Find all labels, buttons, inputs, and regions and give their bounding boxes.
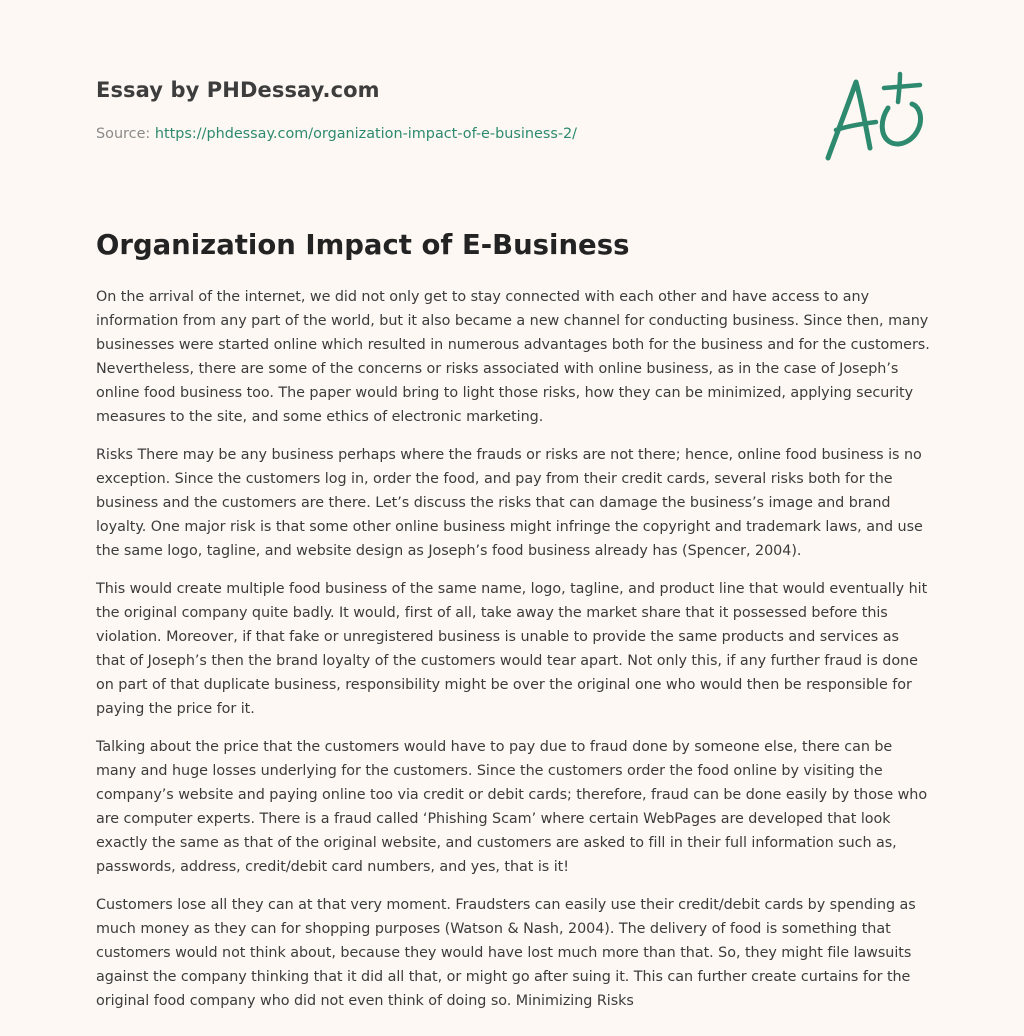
essay-paragraph: Customers lose all they can at that very moment. Fraudsters can easily use their credit/debit cards by spending as much money as they can for shopping purposes (Watson & Nash, 2004). The delivery of food is something that customers would not think about, because they would have lost much more than that. So, they might file lawsuits against the company thinking that it did all that, or might go after suing it. This can further create curtains for the original food company who did not even think of doing so. Minimizing Risks: [96, 897, 916, 1009]
essay-paragraph: On the arrival of the internet, we did not only get to stay connected with each other and have access to any information from any part of the world, but it also became a new channel for conducting business. Since then, many businesses were started online which resulted in numerous advantages both for the business and for the customers. Nevertheless, there are some of the concerns or risks associated with online business, as in the case of Joseph’s online food business too. The paper would bring to light those risks, how they can be minimized, applying security measures to the site, and some ethics of electronic marketing.: [96, 289, 930, 425]
source-label: Source:: [96, 126, 155, 142]
a-plus-logo-graphic: [822, 68, 930, 164]
site-brand: Essay by PHDessay.com: [96, 78, 380, 102]
source-link[interactable]: https://phdessay.com/organization-impact-of-e-business-2/: [154, 126, 578, 142]
document-header: [96, 76, 796, 144]
essay-paragraph: Talking about the price that the customers would have to pay due to fraud done by someone else, there can be many and huge losses underlying for the customers. Since the customers order the food online by visiting the company’s website and paying online too via credit or debit cards; therefore, fraud can be done easily by those who are computer experts. There is a fraud called ‘Phishing Scam’ where certain WebPages are developed that look exactly the same as that of the original website, and customers are asked to fill in their full information such as, passwords, address, credit/debit card numbers, and yes, that is it!: [96, 739, 928, 875]
essay-body: [96, 285, 932, 1027]
essay-paragraph: This would create multiple food business of the same name, logo, tagline, and product line that would eventually hit the original company quite badly. It would, first of all, take away the market share that it possessed before this violation. Moreover, if that fake or unregistered business is unable to provide the same products and services as that of Joseph’s then the brand loyalty of the customers would tear apart. Not only this, if any further fraud is done on part of that duplicate business, responsibility might be over the original one who would then be responsible for paying the price for it.: [96, 581, 928, 717]
essay-title: Organization Impact of E-Business: [96, 229, 630, 261]
source-line: [96, 124, 796, 144]
essay-paragraph: Risks There may be any business perhaps where the frauds or risks are not there; hence, online food business is no exception. Since the customers log in, order the food, and pay from their credit cards, several risks both for the business and the customers are there. Let’s discuss the risks that can damage the business’s image and brand loyalty. One major risk is that some other online business might infringe the copyright and trademark laws, and use the same logo, tagline, and website design as Joseph’s food business already has (Spencer, 2004).: [96, 447, 923, 559]
a-plus-grade-icon: [822, 68, 930, 164]
